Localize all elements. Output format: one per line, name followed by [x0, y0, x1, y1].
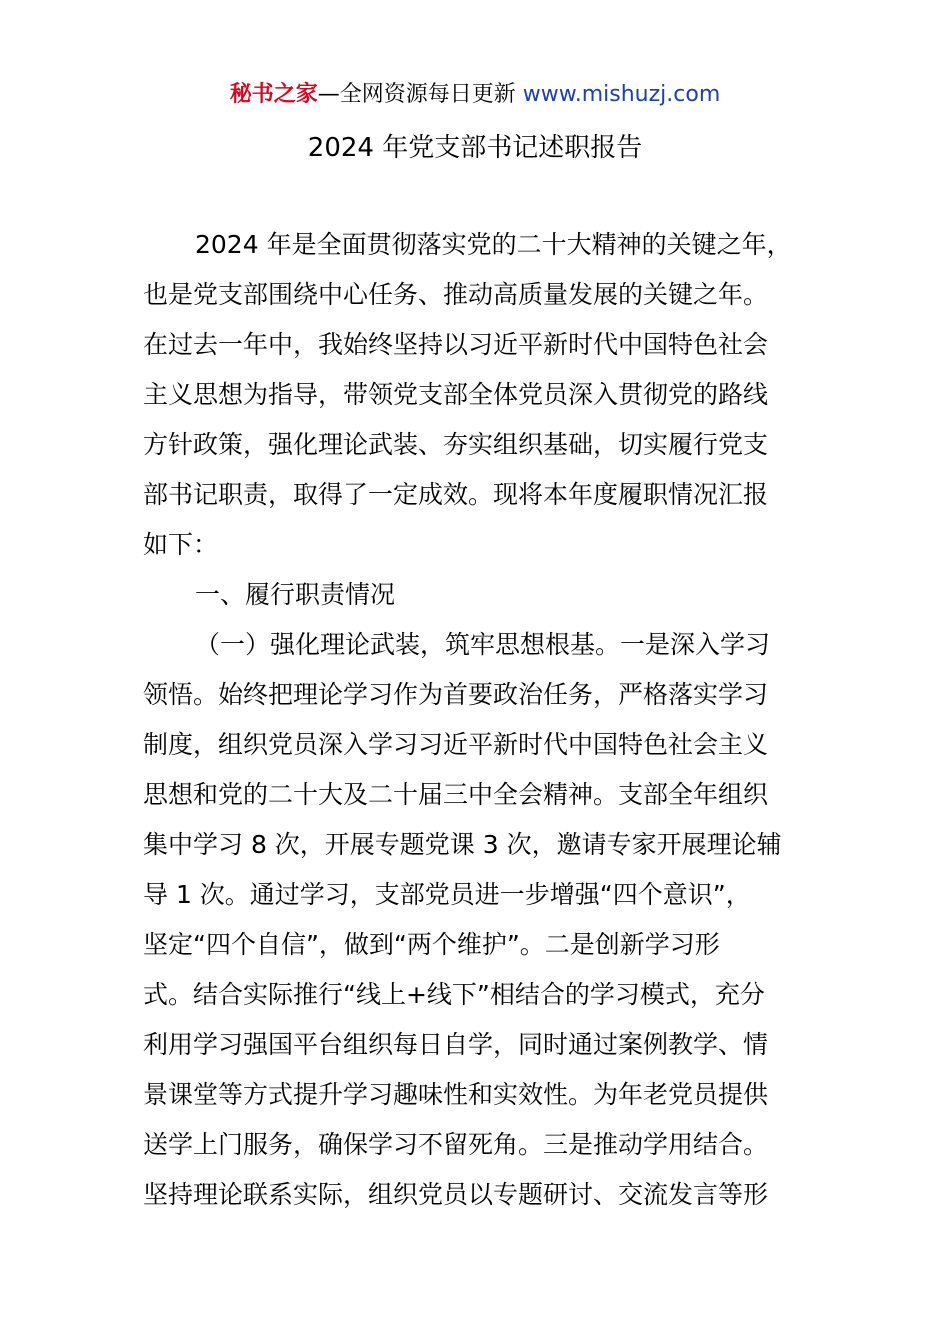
section-heading: 一、履行职责情况	[195, 580, 396, 609]
paragraph-line: 思想和党的二十大及二十届三中全会精神。支部全年组织	[143, 780, 769, 809]
paragraph-line: 坚定“四个自信”，做到“两个维护”。二是创新学习形	[143, 930, 720, 959]
paragraph-line: 主义思想为指导，带领党支部全体党员深入贯彻党的路线	[143, 380, 769, 409]
paragraph-line: 2024 年是全面贯彻落实党的二十大精神的关键之年，	[195, 230, 792, 259]
paragraph-line: 在过去一年中，我始终坚持以习近平新时代中国特色社会	[143, 330, 769, 359]
paragraph-line: 也是党支部围绕中心任务、推动高质量发展的关键之年。	[143, 280, 769, 309]
paragraph-line: 制度，组织党员深入学习习近平新时代中国特色社会主义	[143, 730, 769, 759]
paragraph-line: 方针政策，强化理论武装、夯实组织基础，切实履行党支	[143, 430, 769, 459]
paragraph-line: （一）强化理论武装，筑牢思想根基。一是深入学习	[195, 630, 771, 659]
paragraph-line: 领悟。始终把理论学习作为首要政治任务，严格落实学习	[143, 680, 769, 709]
paragraph-line: 集中学习 8 次，开展专题党课 3 次，邀请专家开展理论辅	[143, 830, 782, 859]
paragraph-line: 导 1 次。通过学习，支部党员进一步增强“四个意识”，	[143, 880, 751, 909]
page-header	[0, 80, 950, 110]
paragraph-line: 送学上门服务，确保学习不留死角。三是推动学用结合。	[143, 1130, 769, 1159]
paragraph-line: 式。结合实际推行“线上+线下”相结合的学习模式，充分	[143, 980, 765, 1009]
paragraph-line: 坚持理论联系实际，组织党员以专题研讨、交流发言等形	[143, 1180, 769, 1209]
header-url[interactable]: www.mishuzj.com	[522, 82, 721, 107]
brand-name: 秘书之家	[229, 82, 318, 107]
document-body	[143, 220, 807, 1220]
header-tagline: —全网资源每日更新	[317, 82, 523, 107]
paragraph-line: 如下：	[143, 530, 219, 559]
paragraph-line: 部书记职责，取得了一定成效。现将本年度履职情况汇报	[143, 480, 769, 509]
paragraph-line: 景课堂等方式提升学习趣味性和实效性。为年老党员提供	[143, 1080, 769, 1109]
paragraph-line: 利用学习强国平台组织每日自学，同时通过案例教学、情	[143, 1030, 769, 1059]
document-title: 2024 年党支部书记述职报告	[307, 133, 643, 163]
